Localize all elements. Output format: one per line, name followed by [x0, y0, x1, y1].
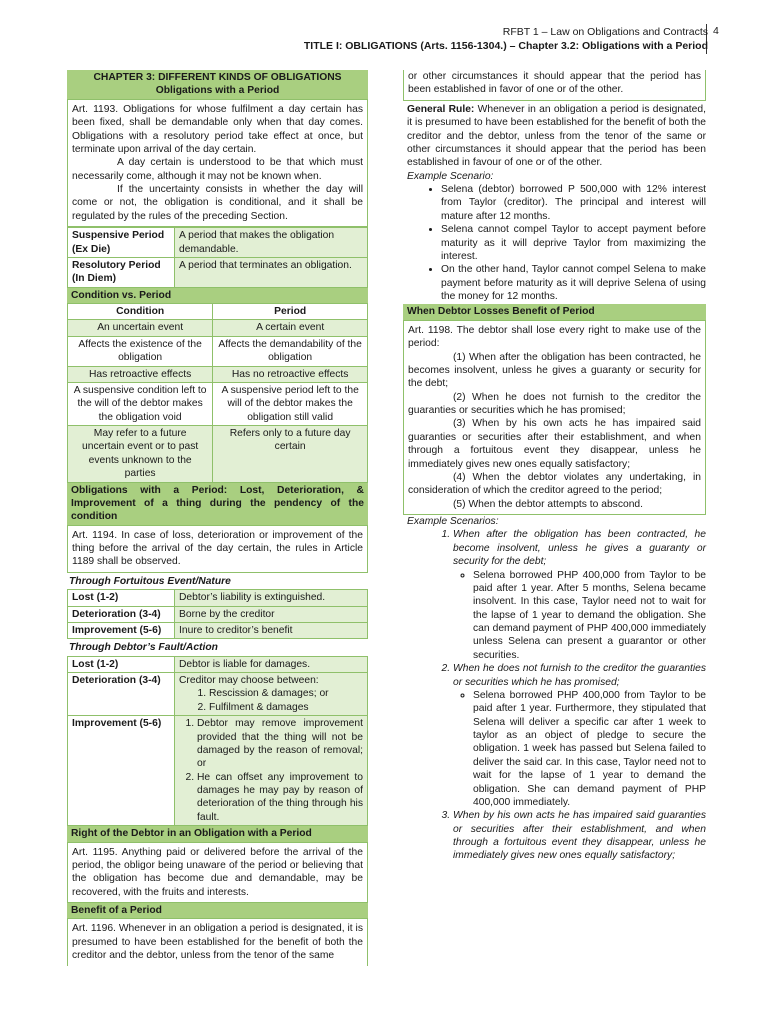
right-column	[403, 70, 706, 863]
table-row: May refer to a future uncertain event or to past events unknown to the parties Refers only to a future day certain	[68, 426, 368, 483]
list-item: • Selena cannot compel Taylor to accept payment before maturity as it will deprive Taylor from maximizing the interest.	[441, 223, 706, 263]
fault-subheading: Through Debtor’s Fault/Action	[69, 642, 218, 654]
table-row: Improvement (5-6) 1. Debtor may remove improvement provided that the thing will not be damaged by the reason of removal; or 2. He can offset any improvement to damages he may pay by reason of deterioration of the thing through his fault.	[68, 716, 368, 826]
general-rule: General Rule: Whenever in an obligation a period is designated, it is presumed to have been established for the benefit of both the creditor and the debtor, unless from the tenor of the same or other circumstances it should appear that the period has been established in favour of one or of the other.	[407, 103, 706, 169]
table-row: A suspensive condition left to the will of the debtor makes the obligation void A suspensive period left to the will of the debtor makes the obligation still valid	[68, 382, 368, 425]
list-item: • Selena (debtor) borrowed P 500,000 with 12% interest from Taylor (creditor). The principal and interest will mature after 12 months.	[441, 183, 706, 223]
list-item: 2. When he does not furnish to the creditor the guaranties or securities which he has promised; ◦ Selena borrowed PHP 400,000 from Taylor to be paid after 1 year. Furthermore, they stipulated that Selena will deliver a specific car after 1 week to taylor as an object of pledge to secure the obligation. 1 week has passed but Selena failed to deliver the said car. In this case, Taylor need not to wait for the lapse of 1 year to demand the obligation. She can demand payment of PHP 400,000 immediately.	[453, 662, 706, 809]
table-row: Deterioration (3-4) Creditor may choose between: 1. Rescission & damages; or 2. Fulfilment & damages	[68, 673, 368, 716]
fault-table	[67, 656, 368, 827]
table-row: Affects the existence of the obligation Affects the demandability of the obligation	[68, 336, 368, 366]
table-row: Deterioration (3-4) Borne by the creditor	[68, 606, 368, 622]
chapter-title: TITLE I: OBLIGATIONS (Arts. 1156-1304.) – Chapter 3.2: Obligations with a Period	[303, 40, 708, 52]
list-item: 3. When by his own acts he has impaired said guaranties or securities after their establishment, and when through a fortuitous event they disappear, unless he immediately gives new ones equally satisfactory;	[453, 809, 706, 863]
table-row: Resolutory Period (In Diem) A period that terminates an obligation.	[68, 257, 368, 287]
chapter-heading: CHAPTER 3: DIFFERENT KINDS OF OBLIGATIONS Obligations with a Period	[67, 70, 368, 99]
table-row: Has retroactive effects Has no retroactive effects	[68, 366, 368, 382]
article-1195: Art. 1195. Anything paid or delivered before the arrival of the period, the obligor being unaware of the period or believing that the obligation has become due and demandable, may be recovered, with the fruits and interests.	[67, 842, 368, 904]
article-1196-continued: or other circumstances it should appear that the period has been established in favor of one or of the other.	[403, 70, 706, 101]
page-number: 4	[713, 25, 719, 37]
condition-vs-period-heading: Condition vs. Period	[67, 288, 368, 303]
table-row: Lost (1-2) Debtor is liable for damages.	[68, 656, 368, 672]
scenarios-label: Example Scenarios:	[407, 516, 499, 527]
table-row: Improvement (5-6) Inure to creditor’s benefit	[68, 622, 368, 638]
article-1193: Art. 1193. Obligations for whose fulfilment a day certain has been fixed, shall be demandable only when that day comes. Obligations with a resolutory period take effect at once, but terminate upon arrival of the day certain. A day certain is understood to be that which must necessarily come, although it may not be known when. If the uncertainty consists in whether the day will come or not, the obligation is conditional, and it shall be regulated by the rules of the preceding Section.	[67, 99, 368, 227]
course-title: RFBT 1 – Law on Obligations and Contracts	[502, 26, 708, 38]
loss-heading: Obligations with a Period: Lost, Deterioration, & Improvement of a thing during the pendency of the condition	[67, 483, 368, 525]
article-1198: Art. 1198. The debtor shall lose every right to make use of the period: (1) When after the obligation has been contracted, he becomes insolvent, unless he gives a guaranty or security for the debt; (2) When he does not furnish to the creditor the guaranties or securities which he has promised; (3) When by his own acts he has impaired said guaranties or securities after their establishment, and when through a fortuitous event they disappear, unless he immediately gives new ones equally satisfactory; (4) When the debtor violates any undertaking, in consideration of which the creditor agreed to the period; (5) When the debtor attempts to abscond.	[403, 320, 706, 515]
lose-benefit-heading: When Debtor Losses Benefit of Period	[403, 304, 706, 319]
fortuitous-table	[67, 589, 368, 639]
table-row: Lost (1-2) Debtor’s liability is extinguished.	[68, 590, 368, 606]
condition-vs-period-table	[67, 303, 368, 483]
list-item: • On the other hand, Taylor cannot compel Selena to make payment before maturity as it will deprive Selena of using the money for 12 months.	[441, 263, 706, 303]
scenarios-list	[403, 528, 706, 862]
page-header	[304, 25, 708, 53]
benefit-heading: Benefit of a Period	[67, 903, 368, 918]
fortuitous-subheading: Through Fortuitous Event/Nature	[69, 575, 231, 587]
table-header: Condition Period	[68, 304, 368, 320]
debtor-right-heading: Right of the Debtor in an Obligation with a Period	[67, 826, 368, 841]
table-row: An uncertain event A certain event	[68, 320, 368, 336]
article-1196: Art. 1196. Whenever in an obligation a period is designated, it is presumed to have been established for the benefit of both the creditor and the debtor, unless from the tenor of the same	[67, 918, 368, 965]
example-label: Example Scenario:	[407, 170, 494, 182]
article-1194: Art. 1194. In case of loss, deterioration or improvement of the thing before the arrival of the day certain, the rules in Article 1189 shall be observed.	[67, 525, 368, 573]
period-types-table	[67, 227, 368, 288]
example-list	[403, 183, 706, 303]
left-column	[67, 70, 368, 966]
list-item: 1. When after the obligation has been contracted, he become insolvent, unless he gives a guaranty or security for the debt; ◦ Selena borrowed PHP 400,000 from Taylor to be paid after 1 year. After 5 months, Selena became insolvent. In this case, Taylor need not to wait for the lapse of 1 year to demand the obligation. She can demand payment of PHP 400,000 immediately unless Selena can present a guarantor or other securities.	[453, 528, 706, 662]
table-row: Suspensive Period (Ex Die) A period that makes the obligation demandable.	[68, 228, 368, 258]
